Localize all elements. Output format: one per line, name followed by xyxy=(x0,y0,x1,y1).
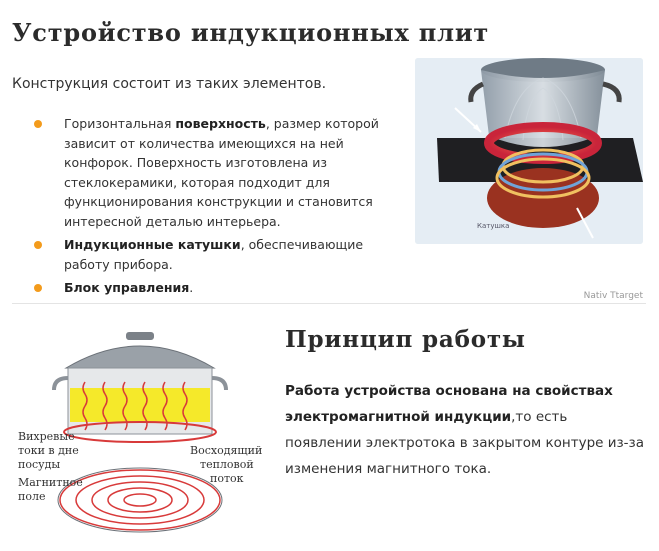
label-heat-flow: Восходящий xyxy=(190,444,263,457)
label-eddy-currents: посуды xyxy=(18,458,61,471)
pot-handle xyxy=(54,378,68,390)
image-credit: Nativ Ttarget xyxy=(583,291,643,301)
label-eddy-currents: токи в дне xyxy=(18,444,79,457)
photo-caption: Катушка xyxy=(477,222,510,230)
label-magnetic-field: поле xyxy=(18,490,46,503)
food-layer xyxy=(70,388,210,422)
list-item xyxy=(34,278,394,298)
section-title: Принцип работы xyxy=(285,326,526,353)
item-text-bold: Блок управления xyxy=(64,280,190,295)
pot-handle xyxy=(212,378,226,390)
list-item xyxy=(34,235,394,274)
induction-diagram xyxy=(10,320,272,545)
item-text-post: . xyxy=(189,280,194,295)
induction-cooktop-photo xyxy=(415,58,643,244)
label-heat-flow: поток xyxy=(210,472,244,485)
item-text-bold: Индукционные катушки xyxy=(64,237,241,252)
description-text: ,то есть появлении электротока в закрытом контуре из-за изменения магнитного тока. xyxy=(285,409,645,477)
item-text-post: , обеспечивающие работу прибора. xyxy=(64,237,364,272)
item-text-pre: Горизонтальная xyxy=(64,116,176,131)
elements-list xyxy=(34,114,394,302)
cooktop-illustration xyxy=(415,58,643,244)
label-heat-flow: тепловой xyxy=(200,458,254,471)
pot-lid xyxy=(66,346,214,368)
label-magnetic-field: Магнитное xyxy=(18,476,83,489)
item-text-bold: поверхность xyxy=(175,116,266,131)
description-bold: Работа устройства основана на свойствах электромагнитной индукции xyxy=(285,383,613,425)
intro-text: Конструкция состоит из таких элементов. xyxy=(12,76,327,92)
list-item xyxy=(34,114,394,231)
lid-knob xyxy=(126,332,154,340)
section-divider xyxy=(12,303,646,304)
induction-coil xyxy=(60,470,220,530)
label-eddy-currents: Вихревые xyxy=(18,430,75,443)
principle-description xyxy=(285,378,645,482)
page-title: Устройство индукционных плит xyxy=(12,18,490,47)
item-text-post: , размер которой зависит от количества имеющихся на ней конфорок. Поверхность изготовлена из стеклокерамики, которая подходит для функционирования конструкции и становится интересной деталью интерьера. xyxy=(64,116,379,229)
